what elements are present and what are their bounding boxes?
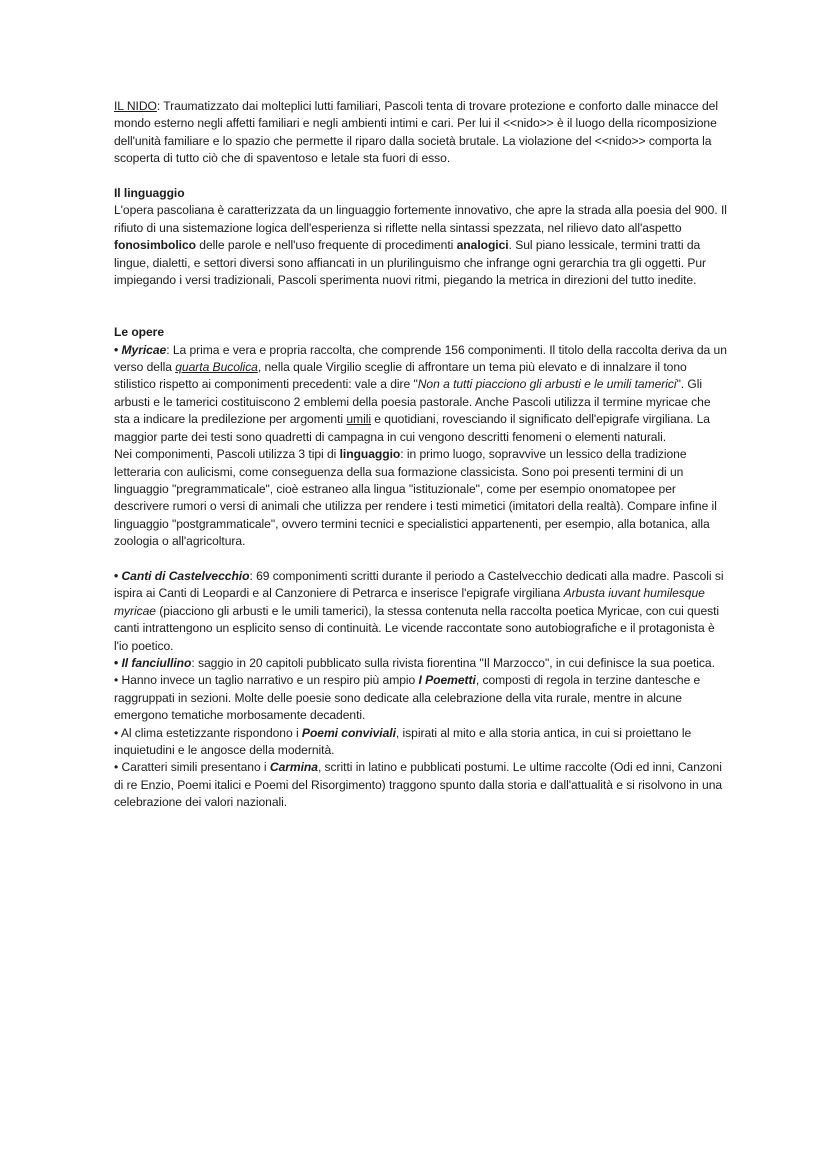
nido-title: IL NIDO xyxy=(114,99,157,113)
text-run: . Sul piano lessicale, termini tratti da lingue, dialetti, e settori diversi sono affiancati in un plurilinguismo che infrange ogni gerarchia tra gli oggetti. Pur impiegando i versi tradizionali, Pascoli sperimenta nuovi ritmi, piegando la metrica in direzioni del tutto inedite. xyxy=(114,238,707,288)
ref-quarta-bucolica: quarta Bucolica xyxy=(175,360,258,375)
quote-virgilio: Non a tutti piacciono gli arbusti e le umili tamerici xyxy=(417,377,677,392)
text-run: : saggio in 20 capitoli pubblicato sulla rivista fiorentina "Il Marzocco", in cui definisce la sua poetica. xyxy=(191,655,715,670)
document-page xyxy=(114,98,728,812)
paragraph-componimenti xyxy=(114,446,728,550)
text-run: (piacciono gli arbusti e le umili tamerici), la stessa contenuta nella raccolta poetica Myricae, con cui questi canti intrattengono un esplicito senso di continuità. Le vicende raccontate sono autobiografiche e il protagonista è l'io poetico. xyxy=(114,603,720,653)
text-run: • Al clima estetizzante rispondono i xyxy=(114,725,302,740)
text-run: , ispirati al mito e alla storia antica, in cui si proiettano le inquietudini e le angosce della modernità. xyxy=(114,725,692,757)
bullet: • xyxy=(114,342,122,357)
paragraph-nido xyxy=(114,98,728,168)
nido-text: : Traumatizzato dai molteplici lutti familiari, Pascoli tenta di trovare protezione e conforto dalle minacce del mondo esterno negli affetti familiari e negli ambienti intimi e cari. Per lui il <<nido>> è il luogo della ricomposizione dell'unità familiare e lo spazio che permette il riparo dalla società brutale. La violazione del <<nido>> comporta la scoperta di tutto ciò che di spaventoso e letale sta fuori di esso. xyxy=(114,99,718,166)
term-analogici: analogici xyxy=(456,238,509,253)
text-run: L'opera pascoliana è caratterizzata da un linguaggio fortemente innovativo, che apre la strada alla poesia del 900. Il rifiuto di una sistemazione logica dell'esperienza si riflette nella sintassi spezzata, nel rilievo dato all'aspetto xyxy=(114,203,727,235)
spacer xyxy=(114,551,728,568)
text-run: e quotidiani, rovesciando il significato dell'epigrafe virgiliana. La maggior parte dei testi sono quadretti di campagna in cui vengono descritti fenomeni o elementi naturali. xyxy=(114,412,710,444)
text-run: , scritti in latino e pubblicati postumi. Le ultime raccolte (Odi ed inni, Canzoni di re Enzio, Poemi italici e Poemi del Risorgimento) traggono spunto dalla storia e dall'attualità e si risolvono in una celebrazione dei valori nazionali. xyxy=(114,760,723,810)
paragraph-linguaggio xyxy=(114,202,728,289)
text-run: : in primo luogo, sopravvive un lessico della tradizione letteraria con aulicismi, come conseguenza della sua formazione classicista. Sono poi presenti termini di un linguaggio "pregrammaticale", cioè estraneo alla lingua "istituzionale", come per esempio onomatopee per descrivere rumori o versi di animali che utilizza per rendere i testi mimetici (imitatori della realtà). Compare infine il linguaggio "postgrammaticale", ovvero termini tecnici e specialistici appartenenti, per esempio, alla botanica, alla zoologia o all'agricoltura. xyxy=(114,447,717,549)
spacer xyxy=(114,168,728,185)
text-run: Nei componimenti, Pascoli utilizza 3 tipi di xyxy=(114,447,340,462)
text-run: • Hanno invece un taglio narrativo e un respiro più ampio xyxy=(114,673,419,688)
title-fanciullino: Il fanciullino xyxy=(121,655,192,670)
paragraph-canti xyxy=(114,568,728,655)
bullet: • xyxy=(114,568,122,583)
bullet: • xyxy=(114,655,122,670)
spacer xyxy=(114,289,728,324)
text-run: , composti di regola in terzine dantesche e raggruppati in sezioni. Molte delle poesie sono dedicate alla celebrazione della vita rurale, mentre in alcune emergono tematiche morbosamente decadenti. xyxy=(114,673,701,723)
paragraph-myricae xyxy=(114,342,728,446)
text-run: delle parole e nell'uso frequente di procedimenti xyxy=(196,238,457,253)
paragraph-conviviali xyxy=(114,725,728,760)
title-myricae: Myricae xyxy=(121,342,167,357)
heading-opere: Le opere xyxy=(114,325,165,340)
term-umili: umili xyxy=(346,412,371,427)
term-linguaggio: linguaggio xyxy=(339,447,401,462)
quote-epigrafe: Arbusta iuvant humilesque myricae xyxy=(114,586,705,618)
term-fonosimbolico: fonosimbolico xyxy=(114,238,196,253)
text-run: : 69 componimenti scritti durante il periodo a Castelvecchio dedicati alla madre. Pascoli si ispira ai Canti di Leopardi e al Canzoniere di Petrarca e inserisce l'epigrafe virgiliana xyxy=(114,568,724,601)
paragraph-carmina xyxy=(114,759,728,811)
title-conviviali: Poemi conviviali xyxy=(301,725,396,740)
paragraph-fanciullino xyxy=(114,655,728,672)
title-poemetti: I Poemetti xyxy=(418,673,476,688)
text-run: ". Gli arbusti e le tamerici costituiscono 2 emblemi della poesia pastorale. Anche Pascoli utilizza il termine myricae che sta a indicare la predilezione per argomenti xyxy=(114,377,711,427)
title-carmina: Carmina xyxy=(269,760,318,775)
heading-linguaggio: Il linguaggio xyxy=(114,186,185,201)
text-run: , nella quale Virgilio sceglie di affrontare un tema più elevato e di innalzare il tono stilistico rispetto ai componimenti precedenti: vale a dire " xyxy=(114,360,687,392)
paragraph-poemetti xyxy=(114,672,728,724)
title-canti: Canti di Castelvecchio xyxy=(121,568,250,583)
text-run: • Caratteri simili presentano i xyxy=(114,760,270,775)
text-run: : La prima e vera e propria raccolta, che comprende 156 componimenti. Il titolo della raccolta deriva da un verso della xyxy=(114,342,727,375)
